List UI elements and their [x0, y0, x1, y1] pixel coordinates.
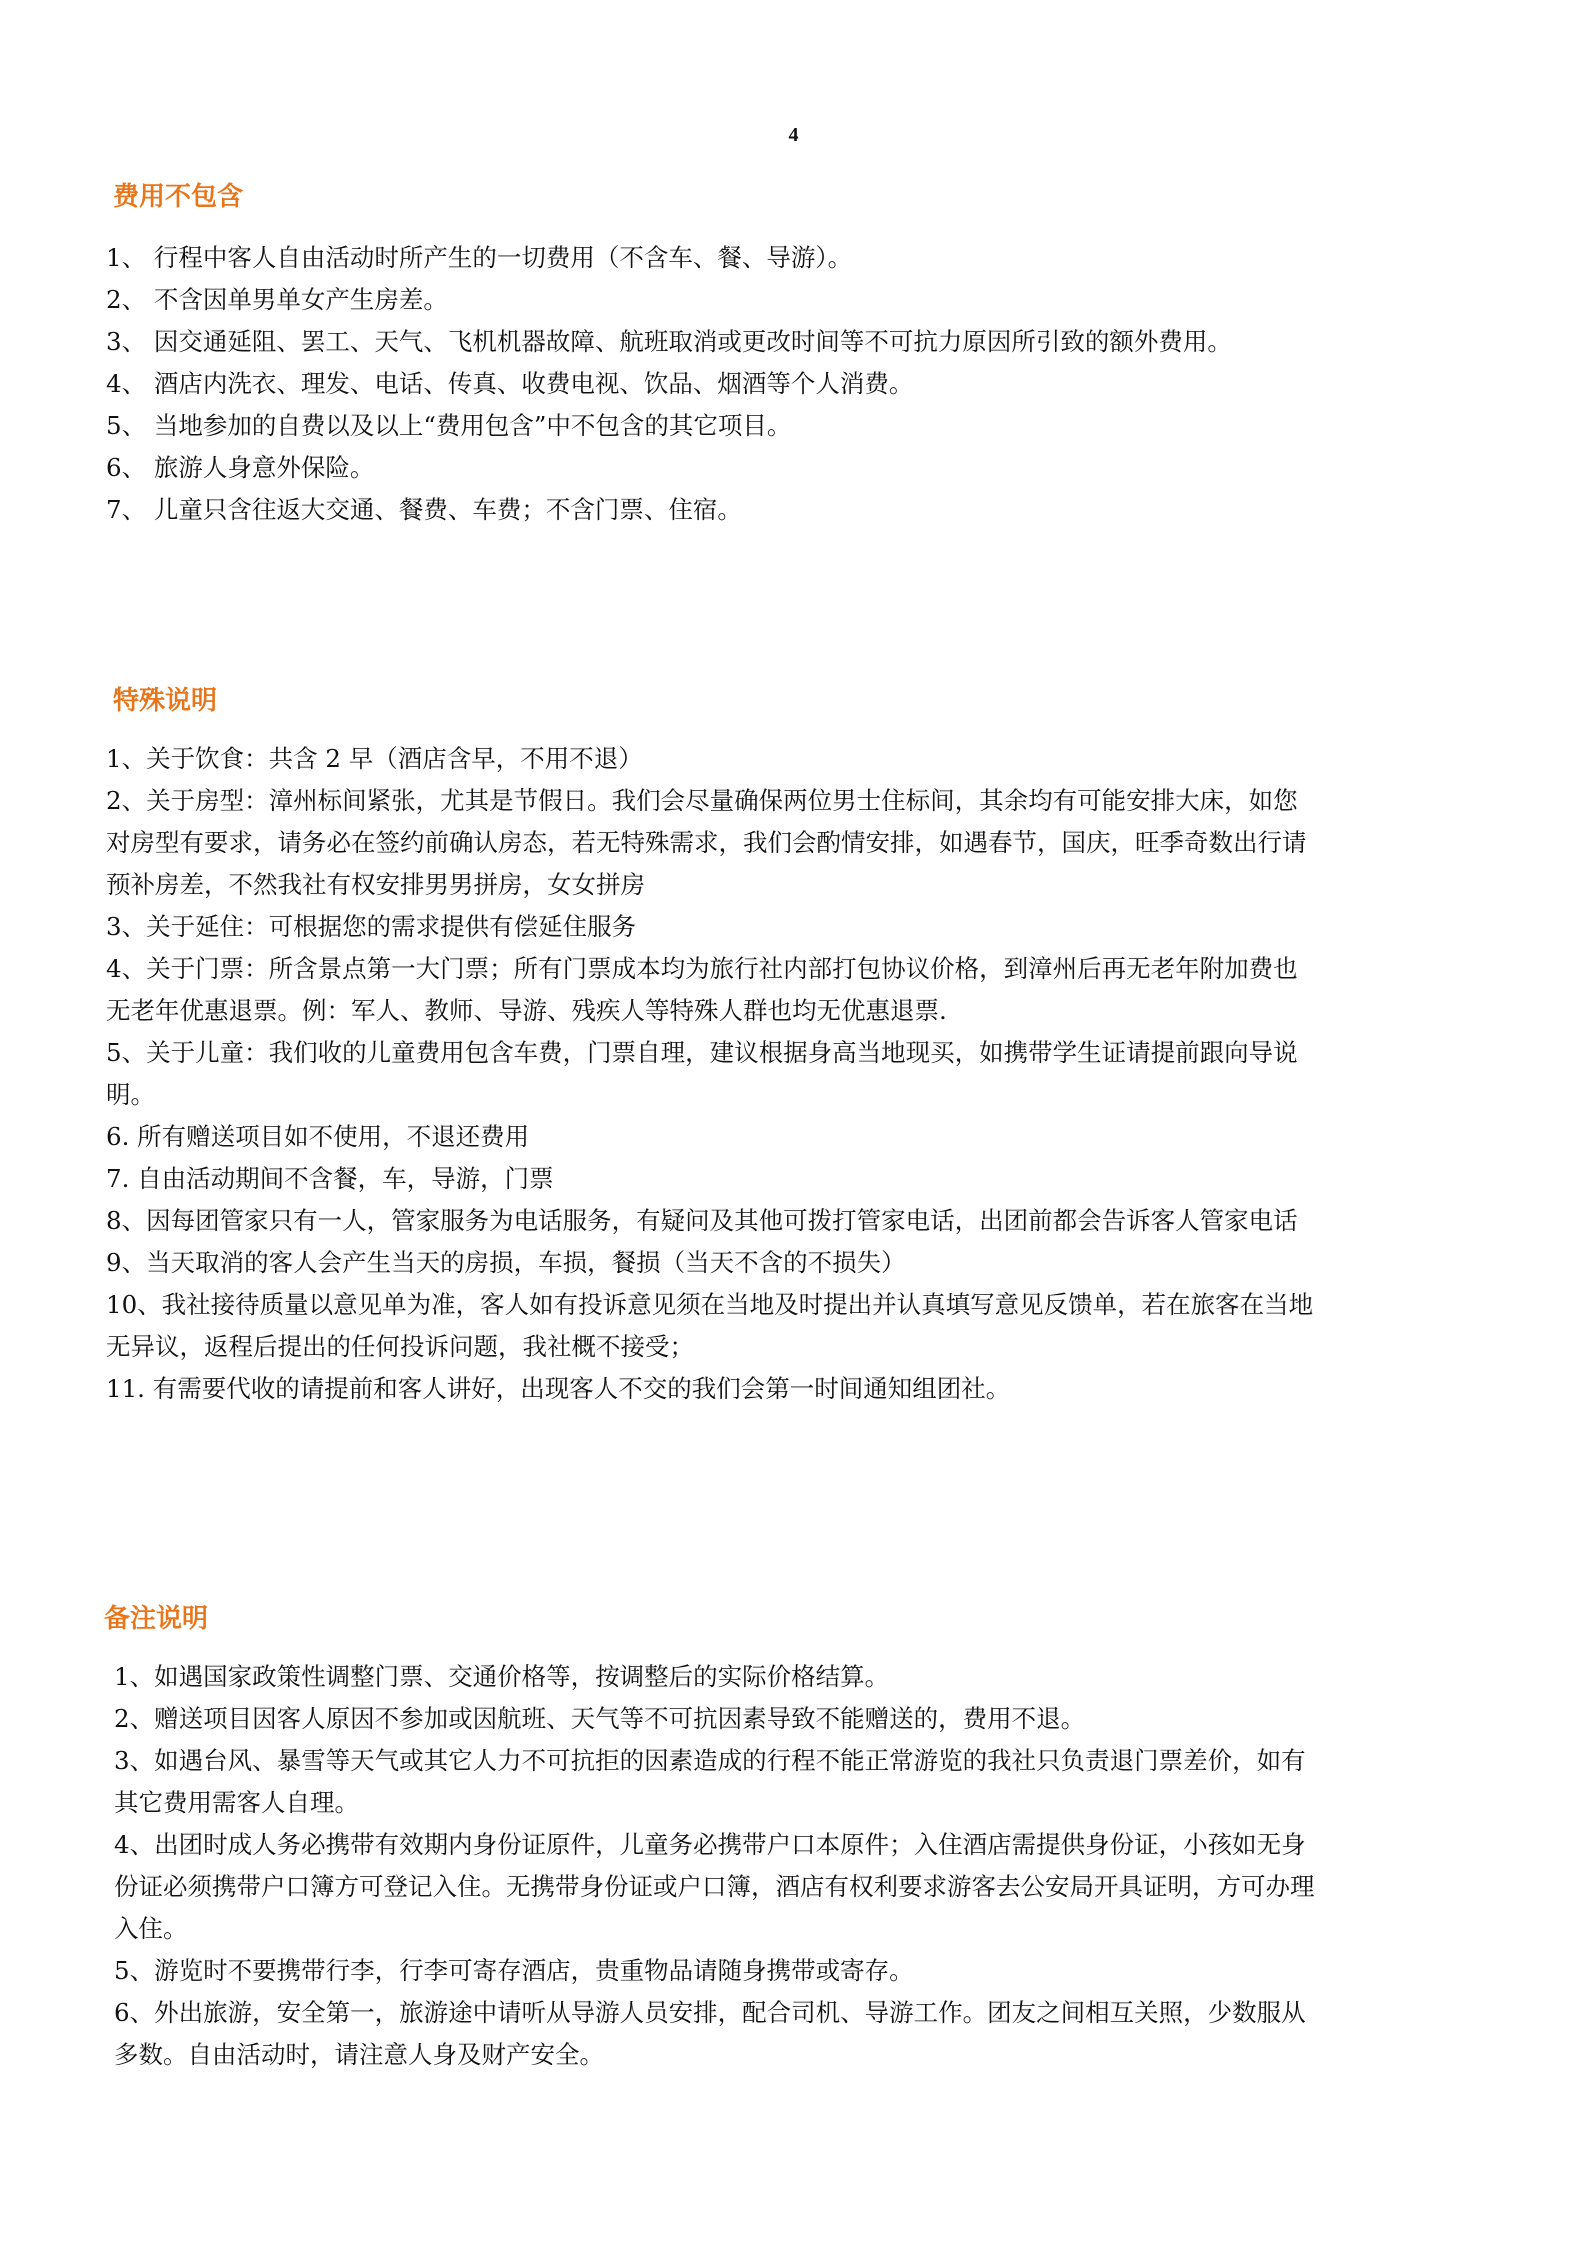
list-item: 8、因每团管家只有一人，管家服务为电话服务，有疑问及其他可拨打管家电话，出团前都会告诉客人管家电话 [106, 1206, 1298, 1235]
fees-excluded-list [106, 237, 1486, 531]
list-item: 1、 行程中客人自由活动时所产生的一切费用（不含车、餐、导游）。 [106, 243, 853, 272]
list-item: 6、 旅游人身意外保险。 [106, 453, 375, 482]
list-item: 无异议，返程后提出的任何投诉问题，我社概不接受； [106, 1332, 694, 1361]
list-item: 预补房差，不然我社有权安排男男拼房，女女拼房 [106, 870, 645, 899]
list-item: 7、 儿童只含往返大交通、餐费、车费；不含门票、住宿。 [106, 495, 742, 524]
list-item: 5、关于儿童：我们收的儿童费用包含车费，门票自理，建议根据身高当地现买，如携带学生证请提前跟向导说 [106, 1038, 1298, 1067]
list-item: 6. 所有赠送项目如不使用，不退还费用 [106, 1122, 530, 1151]
remarks-list [114, 1656, 1494, 2076]
list-item: 3、 因交通延阻、罢工、天气、飞机机器故障、航班取消或更改时间等不可抗力原因所引致的额外费用。 [106, 327, 1232, 356]
list-item: 4、出团时成人务必携带有效期内身份证原件，儿童务必携带户口本原件；入住酒店需提供身份证，小孩如无身 [114, 1830, 1306, 1859]
list-item: 3、如遇台风、暴雪等天气或其它人力不可抗拒的因素造成的行程不能正常游览的我社只负责退门票差价，如有 [114, 1746, 1306, 1775]
list-item: 其它费用需客人自理。 [114, 1788, 359, 1817]
list-item: 6、外出旅游，安全第一，旅游途中请听从导游人员安排，配合司机、导游工作。团友之间相互关照，少数服从 [114, 1998, 1306, 2027]
list-item: 份证必须携带户口簿方可登记入住。无携带身份证或户口簿，酒店有权利要求游客去公安局开具证明，方可办理 [114, 1872, 1315, 1901]
list-item: 10、我社接待质量以意见单为准，客人如有投诉意见须在当地及时提出并认真填写意见反馈单，若在旅客在当地 [106, 1290, 1314, 1319]
list-item: 4、 酒店内洗衣、理发、电话、传真、收费电视、饮品、烟酒等个人消费。 [106, 369, 914, 398]
list-item: 多数。自由活动时，请注意人身及财产安全。 [114, 2040, 604, 2069]
list-item: 对房型有要求，请务必在签约前确认房态，若无特殊需求，我们会酌情安排，如遇春节，国庆，旺季奇数出行请 [106, 828, 1307, 857]
section-title-special-notes: 特殊说明 [113, 686, 218, 716]
list-item: 1、如遇国家政策性调整门票、交通价格等，按调整后的实际价格结算。 [114, 1662, 890, 1691]
list-item: 5、 当地参加的自费以及以上“费用包含”中不包含的其它项目。 [106, 411, 792, 440]
list-item: 无老年优惠退票。例：军人、教师、导游、残疾人等特殊人群也均无优惠退票. [106, 996, 947, 1025]
list-item: 9、当天取消的客人会产生当天的房损，车损，餐损（当天不含的不损失） [106, 1248, 906, 1277]
special-notes-list [106, 738, 1486, 1410]
list-item: 入住。 [114, 1914, 188, 1943]
page-number: 4 [788, 124, 799, 146]
list-item: 7. 自由活动期间不含餐，车，导游，门票 [106, 1164, 554, 1193]
section-title-fees-excluded: 费用不包含 [113, 182, 244, 212]
list-item: 4、关于门票：所含景点第一大门票；所有门票成本均为旅行社内部打包协议价格，到漳州后再无老年附加费也 [106, 954, 1298, 983]
list-item: 3、关于延住：可根据您的需求提供有偿延住服务 [106, 912, 637, 941]
list-item: 1、关于饮食：共含 2 早（酒店含早，不用不退） [106, 744, 643, 773]
list-item: 11. 有需要代收的请提前和客人讲好，出现客人不交的我们会第一时间通知组团社。 [106, 1374, 1011, 1403]
list-item: 5、游览时不要携带行李，行李可寄存酒店，贵重物品请随身携带或寄存。 [114, 1956, 914, 1985]
list-item: 2、 不含因单男单女产生房差。 [106, 285, 448, 314]
list-item: 2、关于房型：漳州标间紧张，尤其是节假日。我们会尽量确保两位男士住标间，其余均有可能安排大床，如您 [106, 786, 1298, 815]
section-title-remarks: 备注说明 [104, 1604, 209, 1634]
list-item: 2、赠送项目因客人原因不参加或因航班、天气等不可抗因素导致不能赠送的，费用不退。 [114, 1704, 1086, 1733]
list-item: 明。 [106, 1080, 155, 1109]
